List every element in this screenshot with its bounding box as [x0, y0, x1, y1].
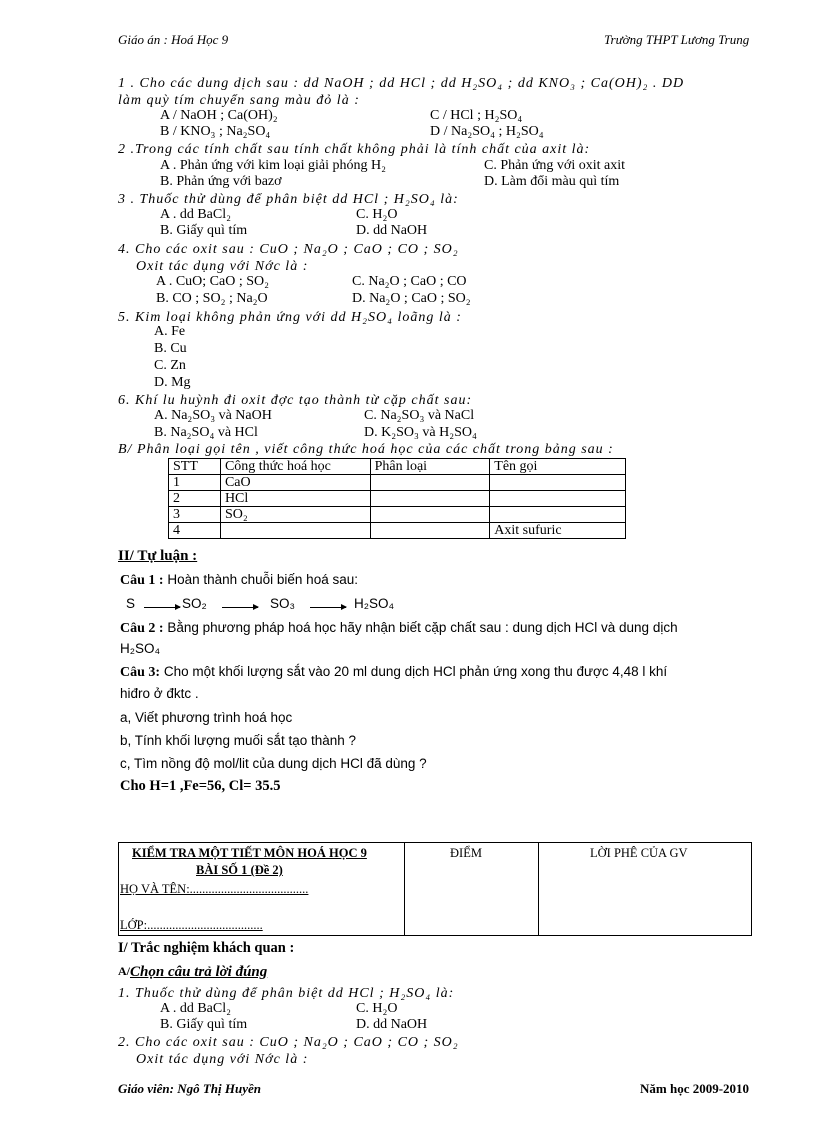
exam-subtitle: BÀI SỐ 1 (Đề 2) [196, 863, 283, 877]
q2-option-d: D. Làm đổi màu quì tím [484, 174, 620, 189]
name-field: HỌ VÀ TÊN:...................................... [120, 882, 309, 896]
part3-a-prefix: A/ [118, 964, 130, 978]
q4-text: 4. Cho các oxit sau : CuO ; Na₂O ; CaO ; CO ; SO₂ [118, 242, 459, 257]
part3-a-text: Chọn câu trả lời đúng [130, 964, 268, 980]
q3-option-d: D. dd NaOH [356, 223, 428, 238]
q2-option-b: B. Phản ứng với bazơ [160, 174, 282, 189]
header-right: Trường THPT Lương Trung [604, 32, 750, 47]
table-header: Phân loại [370, 459, 490, 475]
section-b-title: B/ Phân loại gọi tên , viết công thức hoá học của các chất trong bảng sau : [118, 442, 614, 457]
q4-option-d: D. Na₂O ; CaO ; SO₂ [352, 291, 471, 306]
table-cell: CaO [220, 475, 370, 491]
q1-text2: làm quỳ tím chuyển sang màu đỏ là : [118, 93, 360, 108]
cau3-label: Câu 3: [120, 665, 161, 680]
table-cell [490, 491, 626, 507]
cau1-text: Hoàn thành chuỗi biến hoá sau: [167, 572, 358, 587]
table-header-row [169, 459, 626, 475]
footer-right: Năm học 2009-2010 [640, 1081, 750, 1096]
cau3 [120, 664, 667, 681]
q4-option-a: A . CuO; CaO ; SO₂ [156, 274, 270, 289]
cau2-text2: H₂SO₄ [120, 641, 161, 656]
footer-left: Giáo viên: Ngô Thị Huyền [118, 1081, 261, 1096]
q1-text: 1 . Cho các dung dịch sau : dd NaOH ; dd HCl ; dd H₂SO₄ ; dd KNO₃ ; Ca(OH)₂ . DD [118, 76, 685, 91]
chain-so2: SO₂ [182, 596, 207, 611]
part3-a-title [118, 964, 267, 981]
cau2-label: Câu 2 : [120, 621, 164, 636]
table-cell: 4 [169, 523, 221, 539]
q6-option-c: C. Na₂SO₃ và NaCl [364, 408, 475, 423]
class-field: LỚP:..................................... [120, 918, 263, 932]
cau3-text2: hiđro ở đktc . [120, 686, 199, 701]
table-cell [490, 507, 626, 523]
box-divider [538, 842, 539, 935]
given-data: Cho H=1 ,Fe=56, Cl= 35.5 [120, 778, 281, 794]
p3-q1-option-c: C. H₂O [356, 1001, 398, 1016]
box-divider [404, 842, 405, 935]
q5-option-d: D. Mg [154, 375, 191, 390]
part3-title: I/ Trắc nghiệm khách quan : [118, 940, 295, 956]
table-header: Công thức hoá học [220, 459, 370, 475]
table-cell [370, 491, 490, 507]
table-row [169, 475, 626, 491]
part2-title: II/ Tự luận : [118, 548, 198, 564]
q5-option-a: A. Fe [154, 324, 186, 339]
arrow-icon [222, 607, 258, 608]
cau3-text: Cho một khối lượng sắt vào 20 ml dung dịch HCl phản ứng xong thu được 4,48 l khí [163, 664, 668, 679]
cau2-text: Bằng phương pháp hoá học hãy nhận biết cặp chất sau : dung dịch HCl và dung dịch [167, 620, 678, 635]
q4-option-c: C. Na₂O ; CaO ; CO [352, 274, 467, 289]
p3-q1-option-a: A . dd BaCl₂ [160, 1001, 231, 1016]
p3-q2-text: 2. Cho các oxit sau : CuO ; Na₂O ; CaO ; CO ; SO₂ [118, 1035, 459, 1050]
cau3-b: b, Tính khối lượng muối sắt tạo thành ? [120, 733, 357, 748]
q5-text: 5. Kim loại không phản ứng với dd H₂SO₄ loãng là : [118, 310, 462, 325]
table-cell [370, 523, 490, 539]
table-row [169, 523, 626, 539]
p3-q1-text: 1. Thuốc thử dùng để phân biệt dd HCl ; H₂SO₄ là: [118, 986, 455, 1001]
table-cell: 1 [169, 475, 221, 491]
q6-option-a: A. Na₂SO₃ và NaOH [154, 408, 272, 423]
p3-q1-option-b: B. Giấy quì tím [160, 1017, 248, 1032]
cau1 [120, 572, 358, 589]
cau1-label: Câu 1 : [120, 573, 164, 588]
table-cell: SO₂ [220, 507, 370, 523]
arrow-icon [144, 607, 180, 608]
q6-option-d: D. K₂SO₃ và H₂SO₄ [364, 425, 477, 440]
chain-h2so4: H₂SO₄ [354, 596, 395, 611]
q1-option-a: A / NaOH ; Ca(OH)₂ [160, 108, 278, 123]
header-left: Giáo án : Hoá Học 9 [118, 32, 229, 47]
table-cell: 3 [169, 507, 221, 523]
table-cell [370, 475, 490, 491]
score-label: ĐIỂM [450, 846, 482, 860]
q3-text: 3 . Thuốc thử dùng để phân biệt dd HCl ; H₂SO₄ là: [118, 192, 459, 207]
table-cell: 2 [169, 491, 221, 507]
chain-so3: SO₃ [270, 596, 296, 611]
p3-q2-text2: Oxit tác dụng với Nớc là : [136, 1052, 309, 1067]
exam-title: KIỂM TRA MỘT TIẾT MÔN HOÁ HỌC 9 [132, 846, 367, 860]
table-row [169, 507, 626, 523]
table-cell [220, 523, 370, 539]
arrow-icon [310, 607, 346, 608]
table-header: Tên gọi [490, 459, 626, 475]
q3-option-a: A . dd BaCl₂ [160, 207, 231, 222]
cau2 [120, 620, 678, 637]
q4-option-b: B. CO ; SO₂ ; Na₂O [156, 291, 268, 306]
q2-option-c: C. Phản ứng với oxit axit [484, 158, 625, 173]
q1-option-d: D / Na₂SO₄ ; H₂SO₄ [430, 124, 544, 139]
comment-label: LỜI PHÊ CỦA GV [590, 846, 688, 860]
table-cell: HCl [220, 491, 370, 507]
q4-text2: Oxit tác dụng với Nớc là : [136, 259, 309, 274]
chain-s: S [126, 596, 136, 611]
table-cell [490, 475, 626, 491]
q6-option-b: B. Na₂SO₄ và HCl [154, 425, 258, 440]
q6-text: 6. Khí lu huỳnh đi oxit đợc tạo thành từ cặp chất sau: [118, 393, 473, 408]
table-row [169, 491, 626, 507]
q3-option-b: B. Giấy quì tím [160, 223, 248, 238]
q5-option-c: C. Zn [154, 358, 186, 373]
cau3-c: c, Tìm nồng độ mol/lit của dung dịch HCl đã dùng ? [120, 756, 427, 771]
q2-option-a: A . Phản ứng với kim loại giải phóng H₂ [160, 158, 386, 173]
table-cell: Axit sufuric [490, 523, 626, 539]
p3-q1-option-d: D. dd NaOH [356, 1017, 428, 1032]
q1-option-c: C / HCl ; H₂SO₄ [430, 108, 523, 123]
table-header: STT [169, 459, 221, 475]
table-cell [370, 507, 490, 523]
classification-table [168, 458, 626, 539]
q5-option-b: B. Cu [154, 341, 187, 356]
q3-option-c: C. H₂O [356, 207, 398, 222]
q2-text: 2 .Trong các tính chất sau tính chất không phải là tính chất của axit là: [118, 142, 591, 157]
q1-option-b: B / KNO₃ ; Na₂SO₄ [160, 124, 271, 139]
cau3-a: a, Viết phương trình hoá học [120, 710, 293, 725]
